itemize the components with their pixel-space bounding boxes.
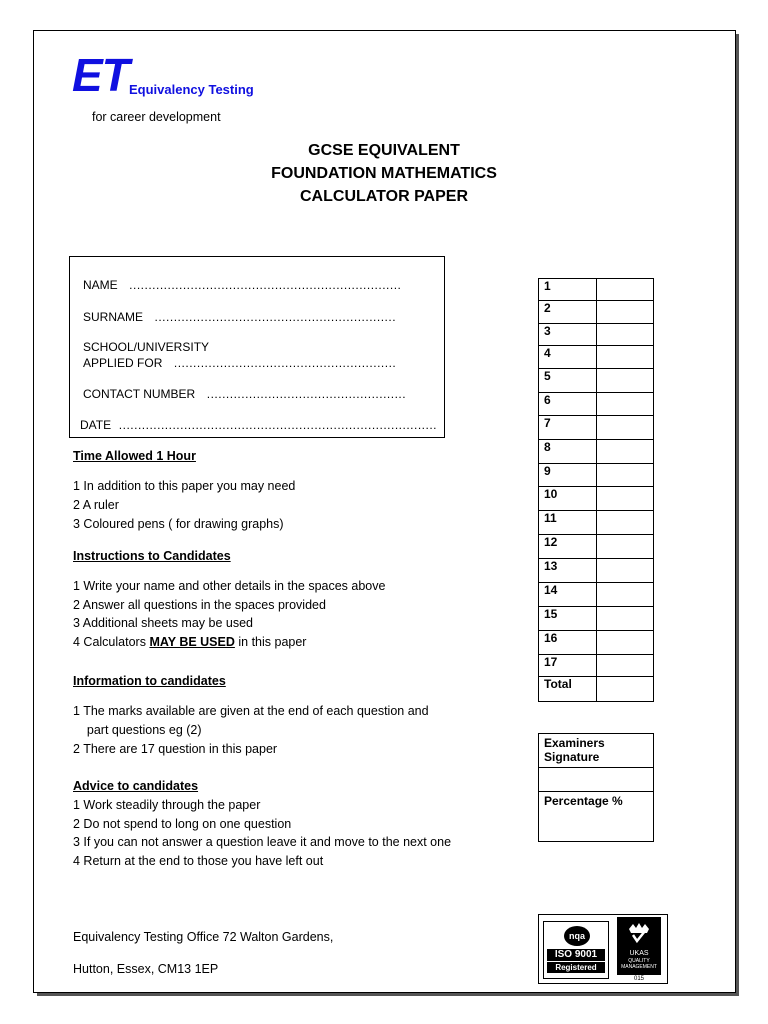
marks-row [539, 559, 654, 583]
surname-label: SURNAME [83, 310, 144, 324]
time-item-3: 3 Coloured pens ( for drawing graphs) [73, 517, 284, 531]
time-allowed-heading: Time Allowed 1 Hour [73, 449, 196, 463]
title-line-2: FOUNDATION MATHEMATICS [271, 165, 497, 182]
iso-9001-label: ISO 9001 [547, 949, 605, 961]
marks-cell[interactable] [597, 301, 654, 324]
footer-address-line-2: Hutton, Essex, CM13 1EP [73, 962, 219, 976]
question-number: 10 [539, 487, 597, 511]
marks-row [539, 655, 654, 677]
question-number: 15 [539, 607, 597, 631]
advice-item-2: 2 Do not spend to long on one question [73, 817, 292, 831]
time-item-1: 1 In addition to this paper you may need [73, 479, 296, 493]
ukas-number: 015 [633, 976, 644, 982]
logo-name: Equivalency Testing [129, 82, 254, 97]
marks-table [538, 278, 654, 702]
certification-badges [538, 914, 668, 984]
marks-row [539, 393, 654, 416]
ukas-badge [617, 917, 661, 975]
question-number: 12 [539, 535, 597, 559]
ukas-text-3: MANAGEMENT [621, 964, 657, 970]
marks-row [539, 324, 654, 346]
advice-item-1: 1 Work steadily through the paper [73, 798, 261, 812]
percentage-label: Percentage % [544, 794, 623, 808]
question-number: 14 [539, 583, 597, 607]
marks-row [539, 487, 654, 511]
percentage-cell[interactable] [539, 792, 654, 842]
instruction-item-4-emphasis: MAY BE USED [149, 635, 235, 649]
time-item-2: 2 A ruler [73, 498, 119, 512]
question-number: 3 [539, 324, 597, 346]
title-line-1: GCSE EQUIVALENT [308, 142, 460, 159]
question-number: 11 [539, 511, 597, 535]
question-number: 5 [539, 369, 597, 393]
nqa-logo: nqa [564, 926, 590, 946]
date-label: DATE [80, 418, 112, 432]
question-number: 16 [539, 631, 597, 655]
contact-label: CONTACT NUMBER [83, 387, 196, 401]
advice-item-3: 3 If you can not answer a question leave it and move to the next one [73, 835, 452, 849]
marks-cell[interactable] [597, 416, 654, 440]
instruction-item-2: 2 Answer all questions in the spaces provided [73, 598, 326, 612]
title-line-3: CALCULATOR PAPER [300, 188, 468, 205]
crown-icon [627, 921, 651, 947]
question-number: 7 [539, 416, 597, 440]
marks-total-cell[interactable] [597, 677, 654, 702]
marks-cell[interactable] [597, 631, 654, 655]
contact-field[interactable]: CONTACT NUMBER .................................................... [83, 387, 407, 401]
question-number: 8 [539, 440, 597, 464]
marks-row [539, 416, 654, 440]
information-heading: Information to candidates [73, 674, 226, 688]
ukas-text-2: QUALITY [628, 958, 650, 964]
marks-row [539, 535, 654, 559]
instruction-item-3: 3 Additional sheets may be used [73, 616, 253, 630]
marks-cell[interactable] [597, 607, 654, 631]
surname-field[interactable]: SURNAME ............................................................... [83, 310, 397, 324]
advice-heading: Advice to candidates [73, 779, 199, 793]
marks-row [539, 464, 654, 487]
instructions-heading: Instructions to Candidates [73, 549, 231, 563]
examiner-signature-cell[interactable] [539, 768, 654, 792]
instruction-item-4-post: in this paper [234, 635, 307, 649]
et-logo: ET [72, 49, 129, 101]
school-field[interactable]: APPLIED FOR .......................................................... [83, 356, 397, 370]
marks-cell[interactable] [597, 583, 654, 607]
marks-row [539, 583, 654, 607]
iso-badge [543, 921, 609, 979]
marks-cell[interactable] [597, 279, 654, 301]
marks-cell[interactable] [597, 324, 654, 346]
marks-row [539, 607, 654, 631]
instruction-item-1: 1 Write your name and other details in the spaces above [73, 579, 386, 593]
name-field[interactable]: NAME ....................................................................... [83, 278, 402, 292]
examiner-table [538, 733, 654, 842]
page-shadow-bottom [37, 993, 739, 996]
marks-cell[interactable] [597, 487, 654, 511]
tagline: for career development [92, 110, 221, 124]
marks-row [539, 346, 654, 369]
question-number: 6 [539, 393, 597, 416]
date-field[interactable]: DATE ................................................................................... [80, 418, 438, 432]
ukas-text-1: UKAS [629, 950, 649, 957]
marks-cell[interactable] [597, 655, 654, 677]
footer-address-line-1: Equivalency Testing Office 72 Walton Gardens, [73, 930, 334, 944]
question-number: 9 [539, 464, 597, 487]
marks-row [539, 369, 654, 393]
marks-cell[interactable] [597, 440, 654, 464]
school-label-line-1: SCHOOL/UNIVERSITY [83, 340, 210, 354]
marks-total-row [539, 677, 654, 702]
marks-cell[interactable] [597, 511, 654, 535]
marks-cell[interactable] [597, 346, 654, 369]
advice-item-4: 4 Return at the end to those you have left out [73, 854, 324, 868]
information-item-1: 1 The marks available are given at the end of each question and [73, 704, 429, 718]
information-item-2: 2 There are 17 question in this paper [73, 742, 278, 756]
marks-row [539, 301, 654, 324]
marks-cell[interactable] [597, 559, 654, 583]
marks-cell[interactable] [597, 369, 654, 393]
marks-row [539, 631, 654, 655]
marks-total-label: Total [539, 677, 597, 702]
marks-row [539, 440, 654, 464]
information-item-1-cont: part questions eg (2) [73, 723, 202, 737]
name-label: NAME [83, 278, 118, 292]
question-number: 1 [539, 279, 597, 301]
question-number: 4 [539, 346, 597, 369]
marks-cell[interactable] [597, 535, 654, 559]
examiner-signature-label: Examiners Signature [539, 734, 654, 768]
school-label-line-2: APPLIED FOR [83, 356, 163, 370]
marks-row [539, 511, 654, 535]
marks-cell[interactable] [597, 393, 654, 416]
instruction-item-4-pre: 4 Calculators [73, 635, 150, 649]
marks-cell[interactable] [597, 464, 654, 487]
question-number: 2 [539, 301, 597, 324]
question-number: 17 [539, 655, 597, 677]
marks-row [539, 279, 654, 301]
question-number: 13 [539, 559, 597, 583]
instruction-item-4 [73, 635, 306, 649]
iso-registered-label: Registered [547, 962, 605, 973]
